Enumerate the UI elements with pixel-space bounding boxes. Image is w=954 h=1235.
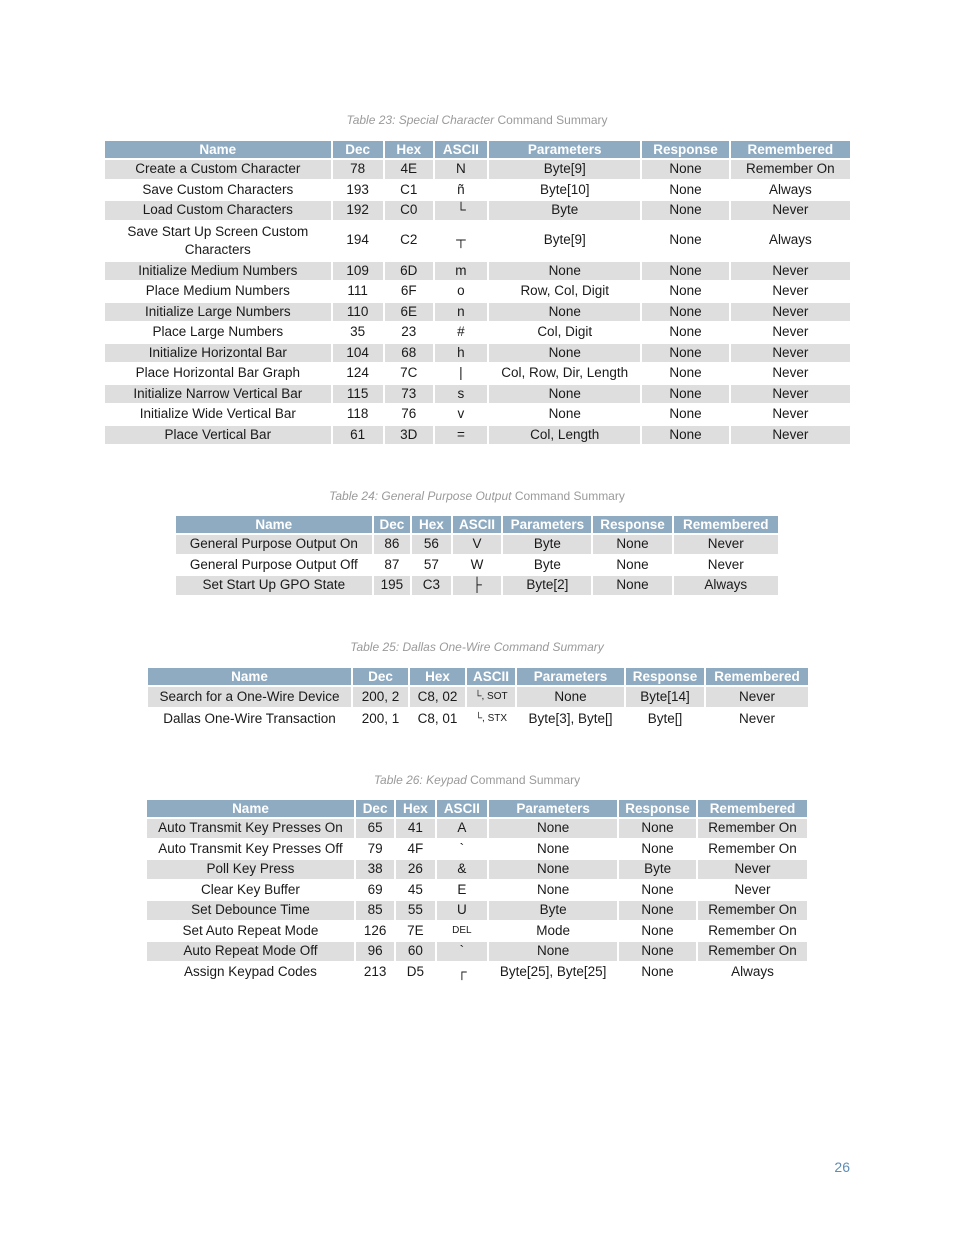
cell: None — [489, 819, 617, 838]
column-header: Dec — [333, 141, 383, 158]
cell: Byte[2] — [503, 576, 591, 595]
cell: C2 — [400, 232, 418, 248]
cell: Create a Custom Character — [105, 160, 331, 179]
column-header: Response — [626, 668, 704, 685]
cell: Byte[25], Byte[25] — [499, 963, 607, 979]
table-24-caption-title: Table 24: General Purpose Output — [329, 489, 512, 503]
cell: 73 — [385, 385, 433, 404]
table-row — [105, 201, 850, 220]
table-row — [176, 535, 778, 554]
cell: None — [669, 283, 702, 298]
cell: ├ — [453, 576, 502, 595]
column-header: Hex — [385, 141, 433, 158]
cell: Save Custom Characters — [142, 181, 294, 197]
cell: 213 — [363, 963, 387, 979]
cell: None — [593, 576, 671, 595]
cell: 69 — [367, 881, 383, 897]
cell: Never — [772, 324, 809, 339]
cell: ñ — [457, 181, 465, 197]
cell: Never — [707, 556, 744, 572]
cell: Never — [674, 535, 778, 554]
cell: & — [437, 860, 487, 879]
column-header: Hex — [410, 668, 465, 685]
cell: └, SOT — [467, 687, 515, 707]
column-header: Name — [105, 141, 331, 158]
cell: 68 — [385, 344, 433, 363]
column-header: Dec — [353, 668, 408, 685]
table-row — [105, 405, 850, 424]
cell: 6D — [385, 262, 433, 281]
cell: 109 — [333, 262, 383, 281]
cell: 194 — [346, 232, 369, 248]
cell: Auto Transmit Key Presses Off — [158, 840, 343, 856]
cell: None — [489, 385, 640, 404]
cell: Byte[9] — [543, 232, 586, 248]
cell: Set Start Up GPO State — [176, 576, 372, 595]
cell: None — [641, 881, 674, 897]
cell: Byte — [533, 556, 561, 572]
table-row — [176, 576, 778, 595]
cell: None — [642, 303, 728, 322]
cell: Place Medium Numbers — [145, 283, 290, 298]
table-row — [105, 344, 850, 363]
cell: Search for a One-Wire Device — [148, 687, 351, 707]
page-number: 26 — [834, 1159, 850, 1175]
cell: Never — [731, 262, 850, 281]
cell: C8, 01 — [417, 710, 458, 726]
cell: D5 — [406, 963, 425, 979]
cell: 124 — [346, 365, 369, 380]
cell: 23 — [401, 324, 417, 339]
cell: 41 — [396, 819, 434, 838]
cell: None — [642, 426, 728, 445]
cell: h — [435, 344, 487, 363]
cell: None — [619, 901, 696, 920]
cell: None — [669, 232, 702, 248]
table-23-caption-title: Table 23: Special Character — [346, 113, 495, 127]
column-header: Name — [148, 668, 351, 685]
cell: 7C — [400, 365, 418, 380]
cell: Remember On — [698, 819, 807, 838]
cell: 126 — [363, 922, 387, 938]
column-header: Parameters — [503, 516, 591, 533]
cell: Byte[9] — [489, 160, 640, 179]
cell: Col, Row, Dir, Length — [501, 365, 629, 380]
cell: Place Vertical Bar — [105, 426, 331, 445]
cell: Initialize Large Numbers — [105, 303, 331, 322]
cell: None — [642, 262, 728, 281]
cell: 78 — [333, 160, 383, 179]
cell: Dallas One-Wire Transaction — [163, 710, 336, 726]
cell: Set Debounce Time — [147, 901, 354, 920]
table-row — [176, 556, 778, 575]
cell: Col, Digit — [537, 324, 593, 339]
cell: 6F — [400, 283, 417, 298]
cell: Never — [734, 881, 771, 897]
column-header: Remembered — [698, 800, 807, 817]
cell: Row, Col, Digit — [520, 283, 609, 298]
table-row — [147, 819, 807, 838]
table-row — [148, 687, 808, 707]
cell: None — [641, 840, 674, 856]
special-character-table — [103, 139, 852, 446]
cell: 79 — [367, 840, 383, 856]
column-header: Dec — [374, 516, 410, 533]
table-row — [105, 181, 850, 200]
cell: None — [641, 922, 674, 938]
cell: Remember On — [708, 840, 797, 856]
cell: None — [642, 201, 728, 220]
cell: Never — [731, 426, 850, 445]
cell: 4F — [407, 840, 424, 856]
cell: None — [669, 324, 702, 339]
cell: Byte[3], Byte[] — [528, 710, 613, 726]
table-row — [147, 963, 807, 982]
cell: Never — [731, 385, 850, 404]
cell: Poll Key Press — [147, 860, 354, 879]
cell: 192 — [333, 201, 383, 220]
general-purpose-output-table — [174, 514, 780, 597]
table-row — [105, 303, 850, 322]
cell: General Purpose Output On — [176, 535, 372, 554]
cell: Remember On — [698, 942, 807, 961]
table-header-row — [148, 668, 808, 685]
cell: None — [669, 181, 702, 197]
cell: Auto Transmit Key Presses On — [147, 819, 354, 838]
dallas-one-wire-table — [146, 666, 810, 731]
cell: | — [459, 365, 463, 380]
table-header-row — [176, 516, 778, 533]
table-row — [147, 942, 807, 961]
column-header: Response — [642, 141, 728, 158]
cell: Set Auto Repeat Mode — [182, 922, 319, 938]
table-row — [148, 709, 808, 729]
table-row — [147, 901, 807, 920]
column-header: ASCII — [435, 141, 487, 158]
cell: Always — [674, 576, 778, 595]
cell: └ — [435, 201, 487, 220]
table-row — [147, 840, 807, 859]
cell: Initialize Horizontal Bar — [105, 344, 331, 363]
cell: Load Custom Characters — [105, 201, 331, 220]
cell: None — [489, 262, 640, 281]
cell: ┌ — [457, 963, 467, 979]
table-row — [105, 222, 850, 260]
table-row — [147, 881, 807, 900]
column-header: Parameters — [517, 668, 624, 685]
cell: 111 — [347, 283, 368, 298]
table-header-row — [105, 141, 850, 158]
cell: 200, 1 — [361, 710, 400, 726]
cell: 57 — [423, 556, 439, 572]
cell: None — [641, 963, 674, 979]
cell: 110 — [333, 303, 383, 322]
cell: None — [593, 535, 671, 554]
column-header: ASCII — [437, 800, 487, 817]
cell: Byte — [503, 535, 591, 554]
cell: 6E — [385, 303, 433, 322]
cell: None — [669, 365, 702, 380]
table-25-caption — [0, 640, 954, 654]
cell: 56 — [412, 535, 451, 554]
cell: None — [548, 406, 581, 421]
cell: ┬ — [456, 232, 466, 248]
column-header: Remembered — [731, 141, 850, 158]
cell: s — [435, 385, 487, 404]
cell: Never — [731, 201, 850, 220]
cell: 87 — [384, 556, 400, 572]
cell: C8, 02 — [410, 687, 465, 707]
cell: Never — [731, 303, 850, 322]
cell: Byte[10] — [539, 181, 590, 197]
cell: None — [517, 687, 624, 707]
table-row — [105, 323, 850, 342]
cell: None — [619, 942, 696, 961]
cell: C3 — [412, 576, 451, 595]
cell: Never — [698, 860, 807, 879]
cell: Remember On — [731, 160, 850, 179]
cell: Remember On — [698, 901, 807, 920]
cell: 115 — [333, 385, 383, 404]
cell: A — [437, 819, 487, 838]
cell: 45 — [407, 881, 423, 897]
cell: Never — [772, 365, 809, 380]
cell: 96 — [356, 942, 394, 961]
column-header: Parameters — [489, 800, 617, 817]
cell: ` — [437, 942, 487, 961]
table-row — [147, 922, 807, 941]
cell: General Purpose Output Off — [189, 556, 358, 572]
cell: n — [435, 303, 487, 322]
cell: Byte[14] — [626, 687, 704, 707]
cell: Initialize Medium Numbers — [105, 262, 331, 281]
table-26-caption-title: Table 26: Keypad — [373, 773, 467, 787]
cell: 61 — [333, 426, 383, 445]
cell: V — [453, 535, 502, 554]
cell: E — [457, 881, 467, 897]
cell: 7E — [407, 922, 424, 938]
cell: 35 — [350, 324, 366, 339]
cell: Always — [768, 232, 812, 248]
table-row — [105, 160, 850, 179]
cell: 193 — [346, 181, 369, 197]
table-row — [105, 282, 850, 301]
cell: 4E — [385, 160, 433, 179]
cell: None — [642, 385, 728, 404]
column-header: Name — [147, 800, 354, 817]
cell: 3D — [385, 426, 433, 445]
table-26-caption-suffix: Command Summary — [470, 773, 581, 787]
cell: Auto Repeat Mode Off — [147, 942, 354, 961]
cell: 200, 2 — [353, 687, 408, 707]
column-header: Name — [176, 516, 372, 533]
cell: DEL — [452, 924, 472, 936]
cell: Assign Keypad Codes — [184, 963, 317, 979]
cell: C0 — [385, 201, 433, 220]
table-26-caption — [0, 773, 954, 787]
cell: ` — [459, 840, 465, 856]
cell: o — [457, 283, 465, 298]
cell: C1 — [400, 181, 418, 197]
cell: None — [536, 840, 570, 856]
column-header: Remembered — [674, 516, 778, 533]
cell: 85 — [356, 901, 394, 920]
table-row — [105, 385, 850, 404]
table-23-caption-suffix: Command Summary — [497, 113, 608, 127]
cell: W — [470, 556, 484, 572]
cell: Col, Length — [489, 426, 640, 445]
cell: Place Horizontal Bar Graph — [135, 365, 300, 380]
cell: └, STX — [474, 712, 508, 724]
column-header: Hex — [396, 800, 434, 817]
column-header: Remembered — [706, 668, 808, 685]
cell: 55 — [396, 901, 434, 920]
cell: Clear Key Buffer — [201, 881, 300, 897]
cell: Never — [706, 687, 808, 707]
cell: Byte — [489, 201, 640, 220]
column-header: Response — [593, 516, 671, 533]
cell: Always — [731, 963, 774, 979]
cell: Always — [768, 181, 812, 197]
cell: Remember On — [708, 922, 797, 938]
table-row — [147, 860, 807, 879]
column-header: Response — [619, 800, 696, 817]
cell: Byte — [489, 901, 617, 920]
cell: Place Large Numbers — [152, 324, 284, 339]
cell: 86 — [374, 535, 410, 554]
cell: N — [435, 160, 487, 179]
cell: None — [489, 942, 617, 961]
column-header: ASCII — [453, 516, 502, 533]
table-25-caption-title: Table 25: Dallas One-Wire — [350, 640, 491, 654]
cell: = — [435, 426, 487, 445]
cell: Byte — [619, 860, 696, 879]
cell: None — [489, 303, 640, 322]
cell: v — [457, 406, 465, 421]
cell: None — [489, 860, 617, 879]
table-header-row — [147, 800, 807, 817]
cell: Never — [772, 283, 809, 298]
cell: Initialize Wide Vertical Bar — [139, 406, 296, 421]
cell: Never — [772, 406, 809, 421]
cell: Mode — [536, 922, 571, 938]
table-row — [105, 364, 850, 383]
table-24-caption-suffix: Command Summary — [514, 489, 625, 503]
table-23-caption — [0, 113, 954, 127]
cell: Save Start Up Screen Custom Characters — [127, 223, 309, 257]
table-row — [105, 262, 850, 281]
cell: None — [642, 160, 728, 179]
cell: None — [489, 344, 640, 363]
table-24-caption — [0, 489, 954, 503]
cell: 26 — [396, 860, 434, 879]
cell: 104 — [333, 344, 383, 363]
cell: 118 — [346, 406, 369, 421]
column-header: Parameters — [489, 141, 640, 158]
table-25-caption-suffix: Command Summary — [493, 640, 604, 654]
cell: Never — [731, 344, 850, 363]
cell: 65 — [356, 819, 394, 838]
column-header: Hex — [412, 516, 451, 533]
cell: Never — [738, 710, 775, 726]
cell: U — [437, 901, 487, 920]
cell: 38 — [356, 860, 394, 879]
cell: Initialize Narrow Vertical Bar — [105, 385, 331, 404]
cell: 60 — [396, 942, 434, 961]
table-row — [105, 426, 850, 445]
cell: None — [536, 881, 570, 897]
cell: None — [642, 344, 728, 363]
column-header: Dec — [356, 800, 394, 817]
cell: 195 — [374, 576, 410, 595]
keypad-table — [145, 798, 809, 983]
cell: m — [435, 262, 487, 281]
column-header: ASCII — [467, 668, 515, 685]
cell: 76 — [401, 406, 417, 421]
cell: Byte[] — [647, 710, 683, 726]
cell: None — [619, 819, 696, 838]
cell: # — [457, 324, 465, 339]
cell: None — [616, 556, 649, 572]
cell: None — [669, 406, 702, 421]
